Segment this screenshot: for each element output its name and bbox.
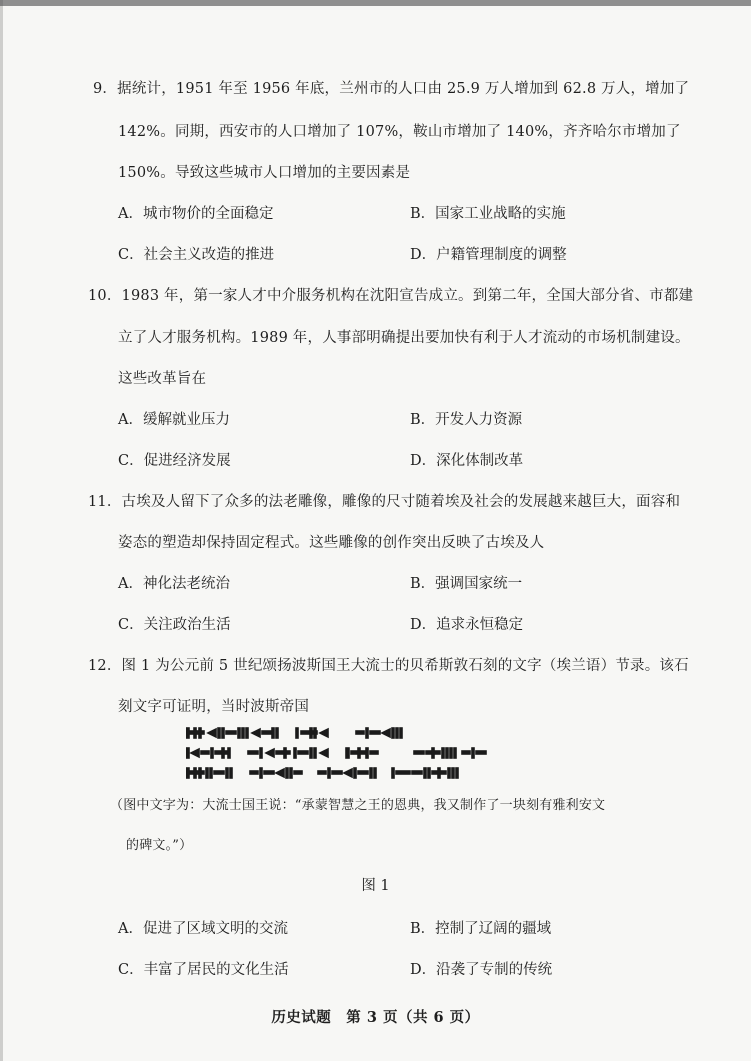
q10-stem-line-3: 这些改革旨在 bbox=[118, 371, 207, 387]
q11-stem-line-1: 11．古埃及人留下了众多的法老雕像，雕像的尺寸随着埃及社会的发展越来越巨大，面容和 bbox=[88, 494, 681, 510]
q9-option-c[interactable]: C．社会主义改造的推进 bbox=[118, 247, 275, 263]
q12-option-c[interactable]: C．丰富了居民的文化生活 bbox=[118, 962, 289, 978]
page-footer: 历史试题 第 3 页（共 6 页） bbox=[271, 1009, 480, 1026]
q10-option-b[interactable]: B．开发人力资源 bbox=[410, 412, 523, 428]
q11-option-b[interactable]: B．强调国家统一 bbox=[410, 576, 523, 592]
q10-stem-line-2: 立了人才服务机构。1989 年，人事部明确提出要加快有利于人才流动的市场机制建设。 bbox=[118, 330, 690, 346]
q12-option-d[interactable]: D．沿袭了专制的传统 bbox=[410, 962, 553, 978]
q12-option-b[interactable]: B．控制了辽阔的疆域 bbox=[410, 921, 552, 937]
q10-option-c[interactable]: C．促进经济发展 bbox=[118, 453, 231, 469]
q12-option-a[interactable]: A．促进了区域文明的交流 bbox=[118, 921, 288, 937]
q11-option-d[interactable]: D．追求永恒稳定 bbox=[410, 617, 524, 633]
q10-option-d[interactable]: D．深化体制改革 bbox=[410, 453, 524, 469]
q9-stem-line-3: 150%。导致这些城市人口增加的主要因素是 bbox=[118, 165, 411, 181]
q12-stem-line-1: 12．图 1 为公元前 5 世纪颂扬波斯国王大流士的贝希斯敦石刻的文字（埃兰语）节录。该石 bbox=[88, 658, 689, 674]
q9-option-d[interactable]: D．户籍管理制度的调整 bbox=[410, 247, 567, 263]
q12-figure-caption-line-1: （图中文字为：大流士国王说：“承蒙智慧之王的恩典，我又制作了一块刻有雅利安文 bbox=[110, 798, 606, 813]
q11-stem-line-2: 姿态的塑造却保持固定程式。这些雕像的创作突出反映了古埃及人 bbox=[118, 535, 545, 551]
q9-stem-line-1: 9．据统计，1951 年至 1956 年底，兰州市的人口由 25.9 万人增加到 62.8 万人，增加了 bbox=[93, 81, 690, 97]
q9-option-a[interactable]: A．城市物价的全面稳定 bbox=[118, 206, 274, 222]
cuneiform-inscription-image bbox=[186, 722, 616, 784]
q12-stem-line-2: 刻文字可证明，当时波斯帝国 bbox=[118, 699, 310, 715]
q11-option-c[interactable]: C．关注政治生活 bbox=[118, 617, 231, 633]
q9-option-b[interactable]: B．国家工业战略的实施 bbox=[410, 206, 566, 222]
figure-label: 图 1 bbox=[361, 878, 390, 894]
q9-stem-line-2: 142%。同期，西安市的人口增加了 107%，鞍山市增加了 140%，齐齐哈尔市增加了 bbox=[118, 124, 681, 140]
q10-stem-line-1: 10．1983 年，第一家人才中介服务机构在沈阳宣告成立。到第二年，全国大部分省、市都建 bbox=[88, 288, 694, 304]
q10-option-a[interactable]: A．缓解就业压力 bbox=[118, 412, 230, 428]
q11-option-a[interactable]: A．神化法老统治 bbox=[118, 576, 230, 592]
cuneiform-inscription-figure bbox=[186, 722, 616, 784]
q12-figure-caption-line-2: 的碑文。”） bbox=[126, 838, 193, 853]
